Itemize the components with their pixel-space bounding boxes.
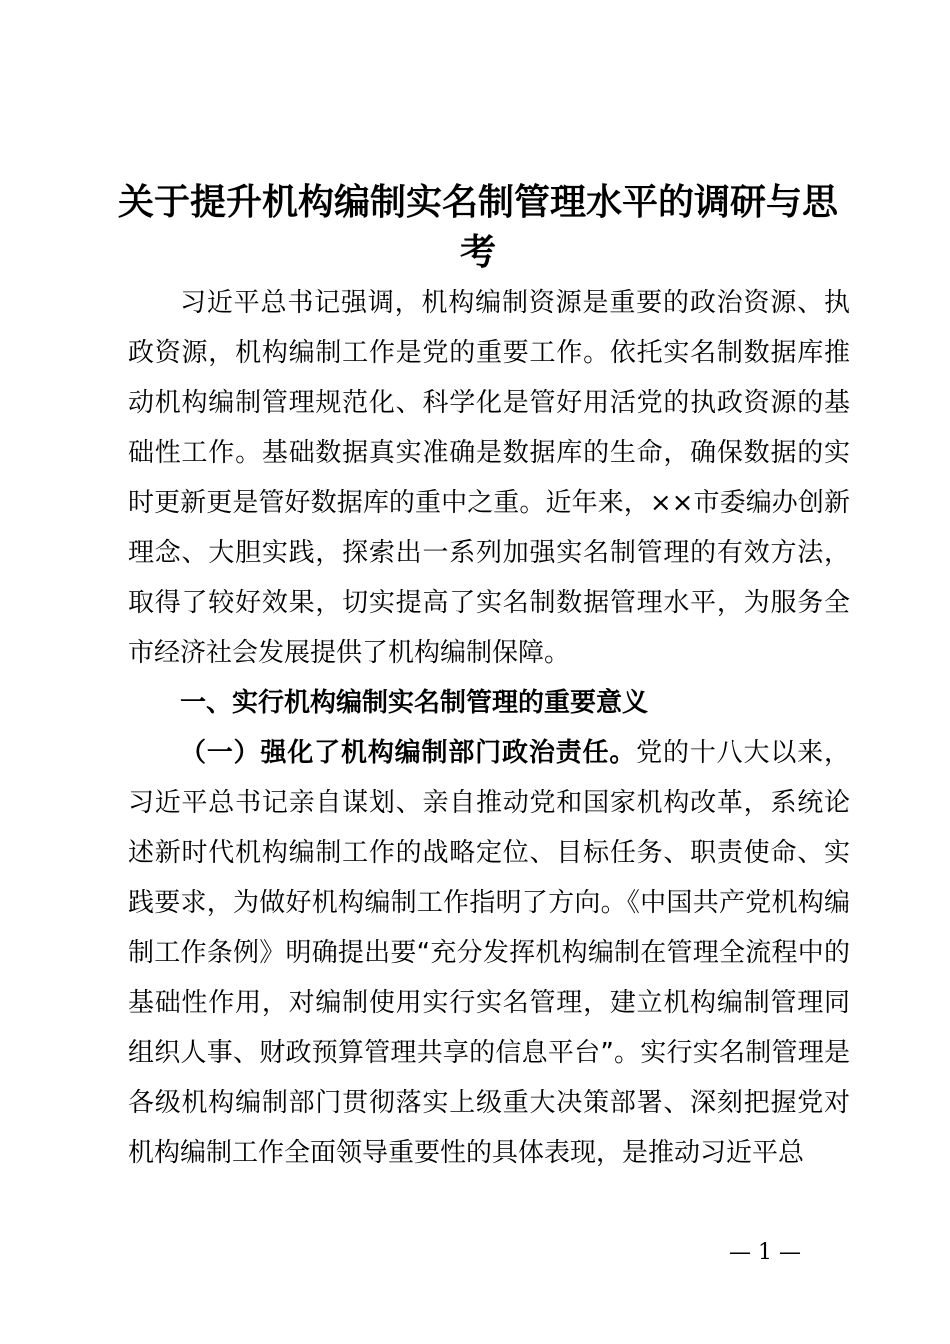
subsection-paragraph <box>128 728 850 1178</box>
subsection-text: 党的十八大以来，习近平总书记亲自谋划、亲自推动党和国家机构改革，系统论述新时代机构编制工作的战略定位、目标任务、职责使命、实践要求，为做好机构编制工作指明了方向。《中国共产党机构编制工作条例》明确提出要“充分发挥机构编制在管理全流程中的基础性作用，对编制使用实行实名管理，建立机构编制管理同组织人事、财政预算管理共享的信息平台”。实行实名制管理是各级机构编制部门贯彻落实上级重大决策部署、深刻把握党对机构编制工作全面领导重要性的具体表现，是推动习近平总 <box>128 738 850 1168</box>
page-number: — 1 — <box>729 1240 801 1265</box>
section-heading: 一、实行机构编制实名制管理的重要意义 <box>180 688 649 718</box>
document-body <box>128 278 850 1178</box>
intro-paragraph: 习近平总书记强调，机构编制资源是重要的政治资源、执政资源，机构编制工作是党的重要工作。依托实名制数据库推动机构编制管理规范化、科学化是管好用活党的执政资源的基础性工作。基础数据真实准确是数据库的生命，确保数据的实时更新更是管好数据库的重中之重。近年来，××市委编办创新理念、大胆实践，探索出一系列加强实名制管理的有效方法，取得了较好效果，切实提高了实名制数据管理水平，为服务全市经济社会发展提供了机构编制保障。 <box>128 288 850 668</box>
document-title: 关于提升机构编制实名制管理水平的调研与思考 <box>118 182 839 273</box>
subsection-lead: （一）强化了机构编制部门政治责任。 <box>180 738 637 768</box>
